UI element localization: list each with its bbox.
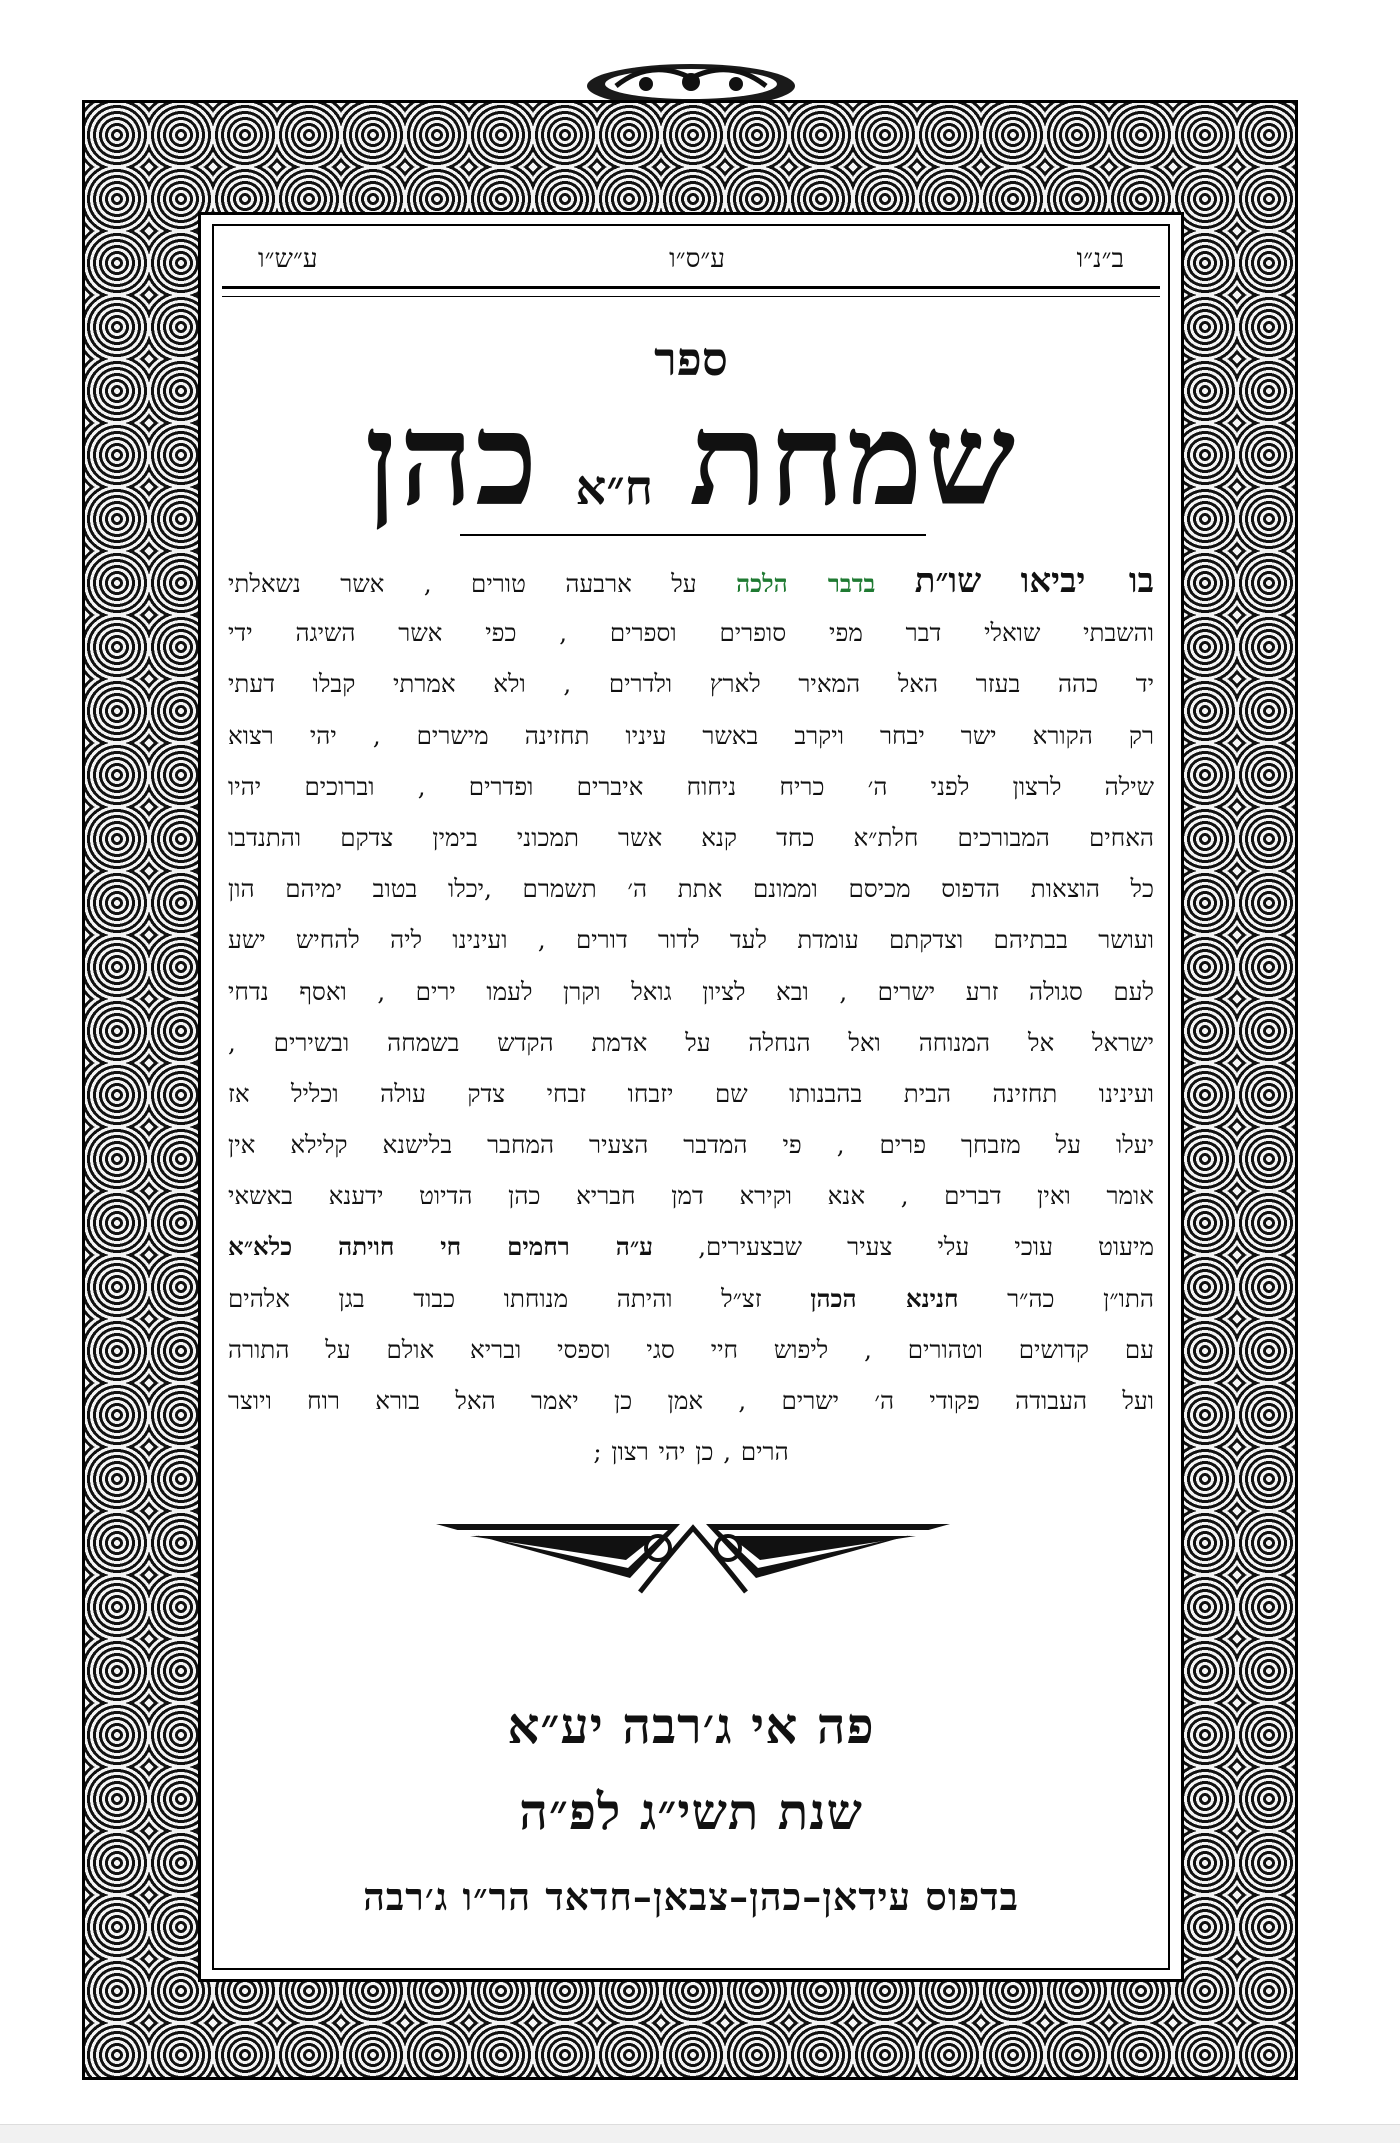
text-line: עם קדושים וטהורים , ליפוש חיי סגי וספסי ובריא אולם על התורה [228,1334,1154,1364]
scroll-ornament [430,1508,956,1600]
header-rule-thin [222,296,1160,297]
text-line: יעלו על מזבחך פרים , פי המדבר הצעיר המחבר בלישנא קלילא אין [228,1130,1154,1160]
book-title [214,385,1168,546]
topic-highlight: בדבר הלכה [736,569,876,598]
title-word-kohen: כהן [364,385,540,535]
text-line [228,1221,1154,1272]
header-right: ב״נ״ו [1076,244,1124,274]
title-rule [460,534,926,536]
line-1-rest: על ארבעה טורים , אשר נשאלתי [228,569,697,598]
imprint-press: בדפוס עידאן–כהן–צבאן–חדאד הר״ו ג׳רבה [363,1874,1019,1919]
text-line: ועל העבודה פקודי ה׳ ישרים , אמן כן יאמר האל בורא רוח ויוצר [228,1386,1154,1415]
title-volume: ח״א [575,460,653,516]
header-row [214,236,1168,282]
text-line: ישראל אל המנוחה ואל הנחלה על אדמת הקדש בשמחה ובשירים , [228,1027,1154,1057]
text-line: ועושר בבתיהם וצדקתם עומדת לעד לדור דורים , ועינינו ליה להחיש ישע [228,925,1154,955]
imprint-year: שנת תשי״ג לפ״ה [519,1782,863,1841]
text-line: והשבתי שואלי דבר מפי סופרים וספרים , כפי אשר השיגה ידי [228,618,1154,648]
text-line: ועינינו תחזינה הבית בהבנותו שם יזבחו זבחי צדק עולה וכליל אז [228,1078,1154,1108]
father-name: חנינא הכהן [810,1283,959,1313]
line-13-start: מיעוט עוכי עלי צעיר שבצעירים, [698,1232,1154,1262]
text-line: אומר ואין דברים , אנא וקירא דמן חבריא כהן הדיוט ידענא באשאי [228,1181,1154,1211]
text-line: רק הקורא ישר יבחר ויקרב באשר עיניו תחזינה מישרים , יהי רצוא [228,720,1154,750]
title-word-simchat: שמחת [688,385,1018,535]
text-line: לעם סגולה זרע ישרים , ובא לציון גואל וקרן לעמו ירים , ואסף נדחי [228,976,1154,1006]
header-center: ע״ס״ו [669,244,726,274]
book-label: ספר [654,332,728,386]
lead-word: בו יביאו [1020,561,1154,601]
title-page-text [228,556,1154,1477]
header-left: ע״ש״ו [258,244,318,274]
imprint-place: פה אי ג׳רבה יע״א [507,1696,875,1755]
header-rule [222,286,1160,289]
text-line-closing: הרים , כן יהי רצון ; [593,1437,789,1467]
author-name: ע״ה רחמים חי חויתה כלא״א [228,1232,654,1262]
text-line [228,556,1154,607]
text-line: שילה לרצון לפני ה׳ כריח ניחוח איברים ופדרים , וברוכים יהיו [228,771,1154,801]
text-line: כל הוצאות הדפוס מכיסם וממונם אתת ה׳ תשמרם ,יכלו בטוב ימיהם הון [228,874,1154,904]
line-14-start: התו״ן כה״ר [1007,1283,1154,1313]
line-14-rest: זצ״ל והיתה מנוחתו כבוד בגן אלהים [228,1283,762,1313]
lead-word-2: שו״ת [914,561,982,601]
text-line [228,1273,1154,1324]
title-page [212,224,1170,1970]
text-line: יד כהה בעזר האל המאיר לארץ ולדרים , ולא אמרתי קבלו דעתי [228,669,1154,699]
horizontal-scrollbar[interactable] [0,2124,1400,2143]
text-line: האחים המבורכים חלת״א כחד קנא אשר תמכוני בימין צדקם והתנדבו [228,822,1154,852]
